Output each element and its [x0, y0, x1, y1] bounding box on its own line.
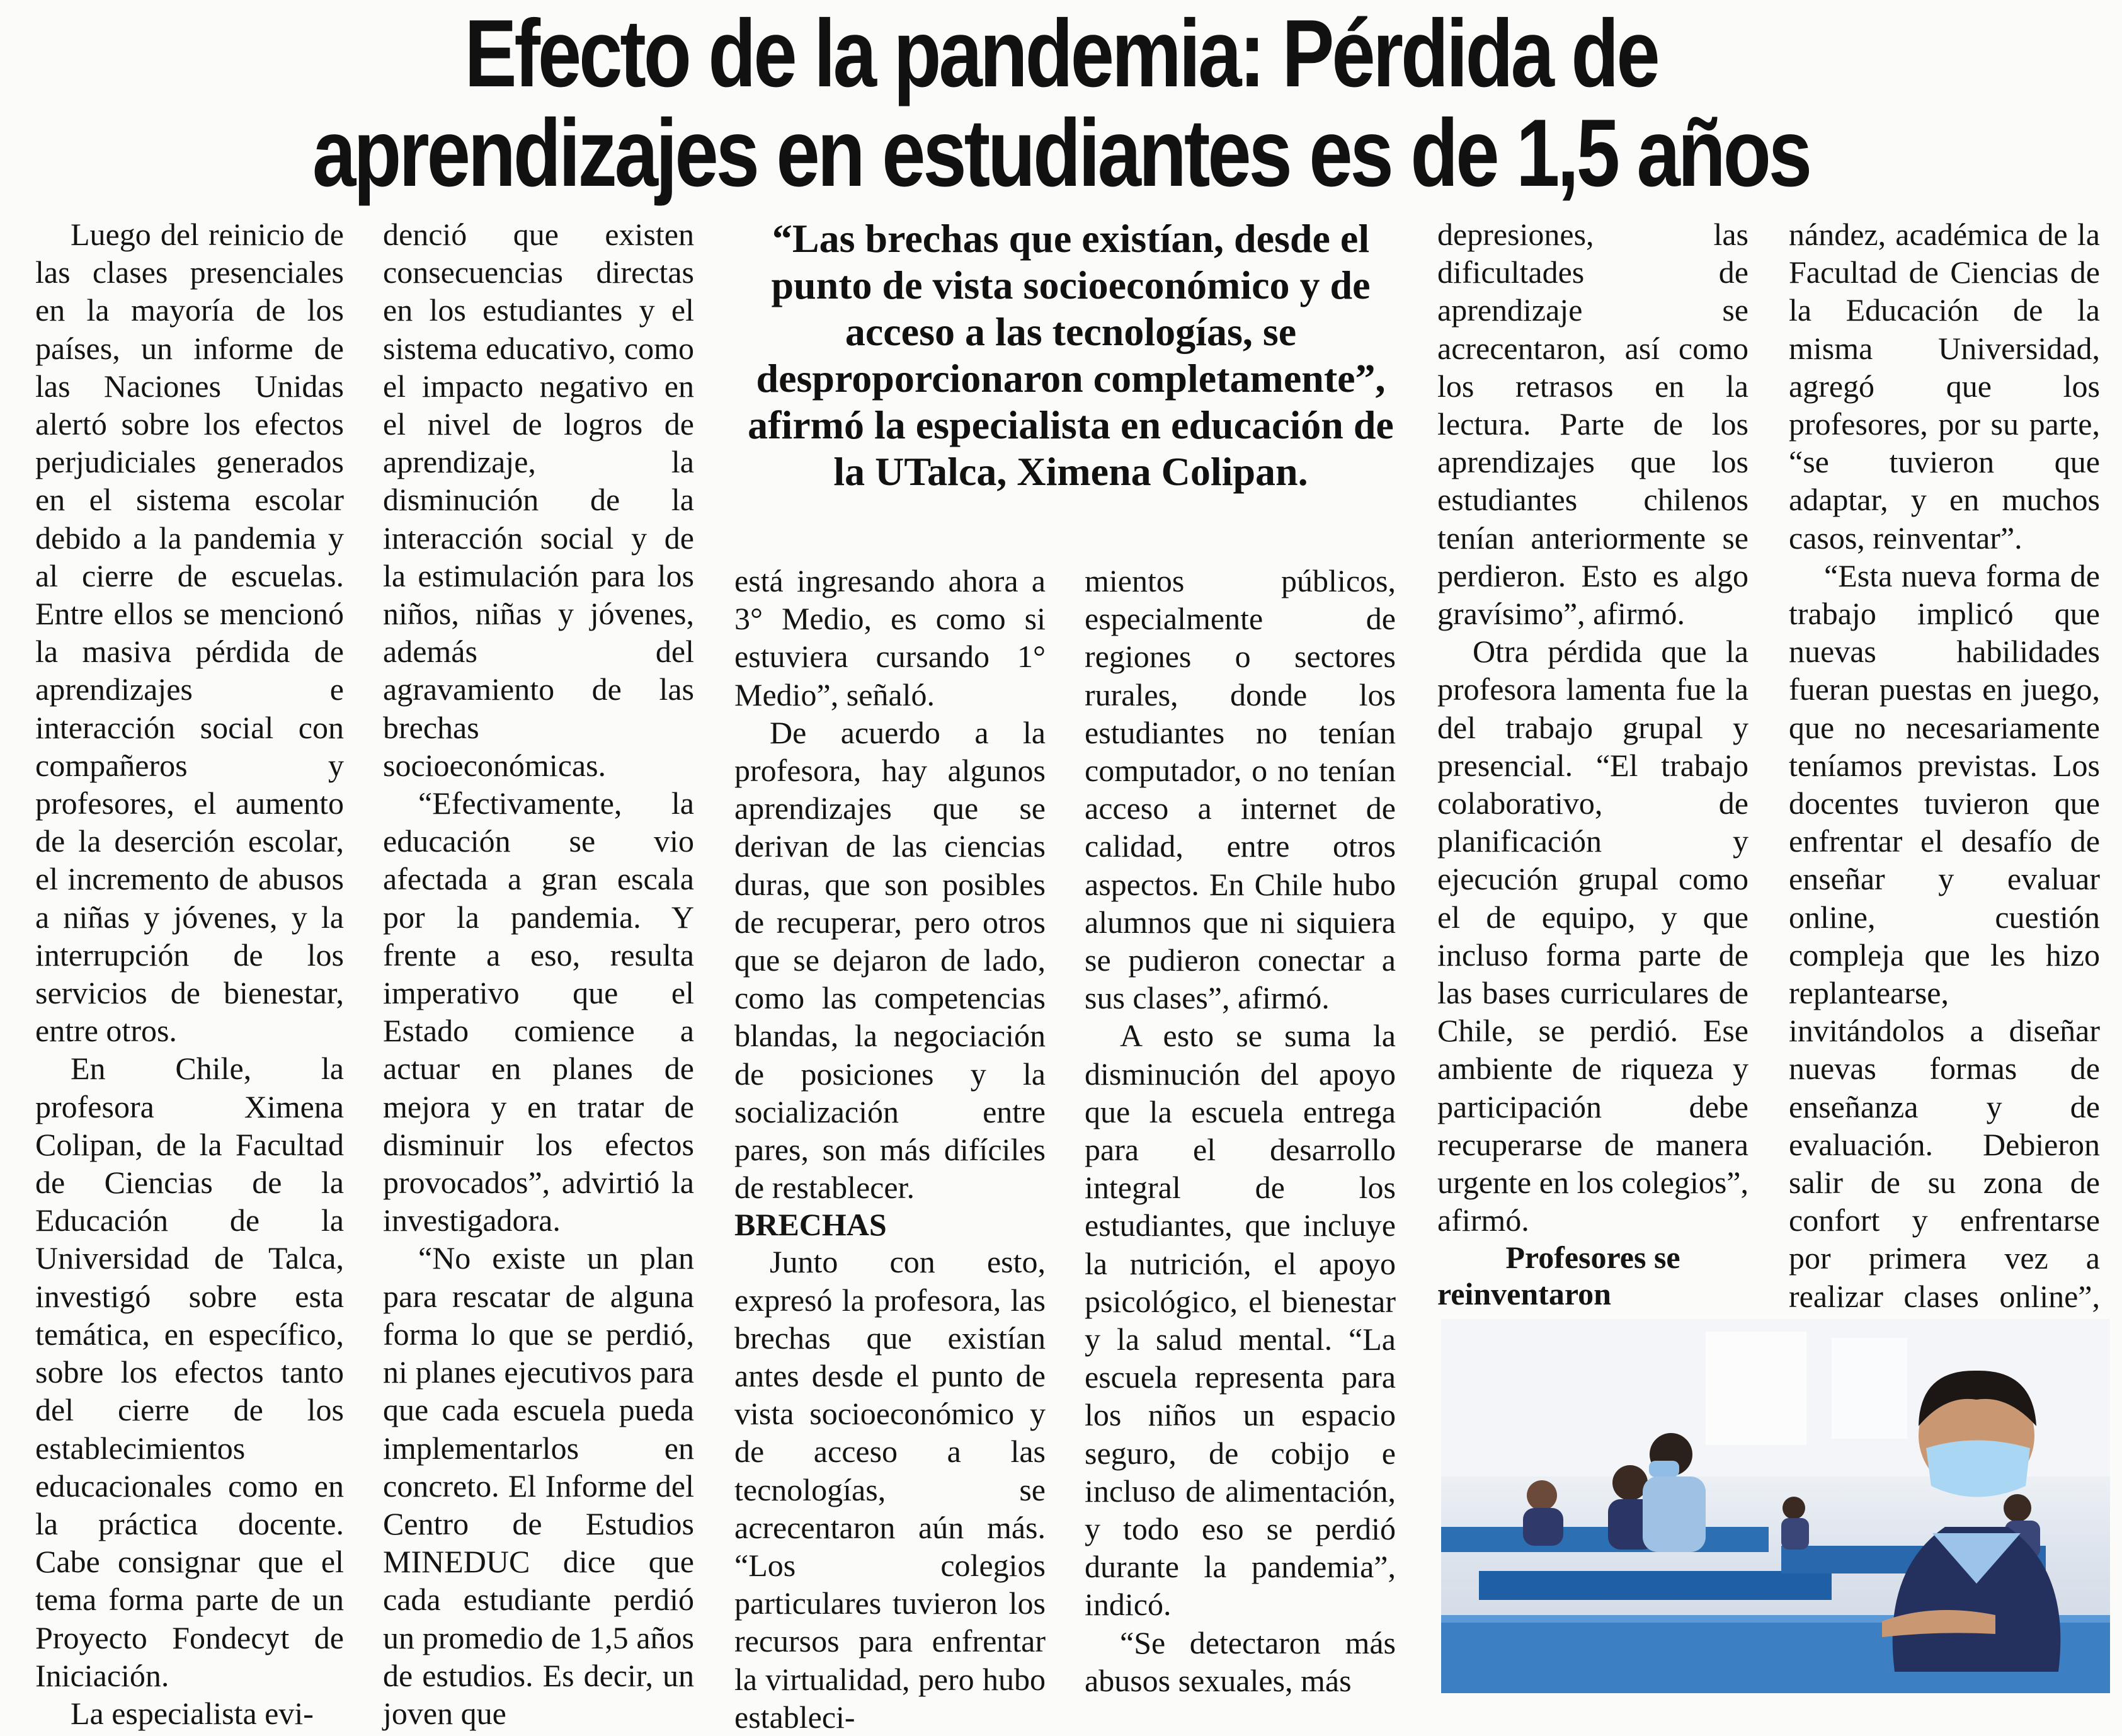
paragraph: Otra pérdida que la profesora lamenta fue la del trabajo grupal y presencial. “El trabajo colaborativo, de planificación y ejecución grupal como el de equipo, y que incluso forma parte de las bases curriculares de Chile, se perdió. Ese ambiente de riqueza y participación debe recuperarse de manera urgente en los colegios”, afirmó. — [1437, 634, 1748, 1238]
column-2 — [383, 215, 694, 1732]
paragraph: “Se detectaron más abusos sexuales, más — [1085, 1625, 1396, 1698]
paragraph: En Chile, la profesora Ximena Colipan, de la Facultad de Ciencias de la Educación de la Universidad de Talca, investigó sobre esta temática, en específico, sobre los efectos tanto del cierre de los establecimientos educacionales como en la práctica docente. Cabe consignar que el tema forma parte de un Proyecto Fondecyt de Iniciación. — [35, 1051, 344, 1693]
column-1 — [35, 215, 344, 1732]
paragraph: denció que existen consecuencias directas en los estudiantes y el sistema educativo, como el impacto negativo en el nivel de logros de aprendizaje, la disminución de la interacción social y de la estimulación para los niños, niñas y jóvenes, además del agravamiento de las brechas socioeconómicas. — [383, 217, 694, 783]
subheading-profesores: Profesores se reinventaron — [1437, 1240, 1680, 1312]
classroom-illustration — [1441, 1319, 2110, 1693]
subheading-brechas: BRECHAS — [734, 1207, 887, 1243]
paragraph: Junto con esto, expresó la profesora, las brechas que existían antes desde el punto de vista socioeconómico y de acceso a las tecnologías, se acrecentaron aún más. “Los colegios particulares tuvieron los recursos para enfrentar la virtualidad, pero hubo estableci- — [734, 1244, 1046, 1735]
headline-line-2: aprendizajes en estudiantes es de 1,5 años — [312, 100, 1810, 207]
headline-line-1: Efecto de la pandemia: Pérdida de — [464, 0, 1658, 107]
classroom-photo — [1441, 1319, 2110, 1693]
headline — [191, 0, 1931, 207]
paragraph: nández, académica de la Facultad de Ciencias de la Educación de la misma Universidad, agregó que los profesores, por su parte, “se tuvieron que adaptar, y en muchos casos, reinventar”. — [1789, 217, 2100, 556]
column-5 — [1437, 215, 1748, 1351]
paragraph: mientos públicos, especialmente de regiones o sectores rurales, donde los estudiantes no tenían computador, o no tenían acceso a internet de calidad, entre otros aspectos. En Chile hubo alumnos que ni siquiera se pudieron conectar a sus clases”, afirmó. — [1085, 563, 1396, 1016]
column-4 — [1085, 562, 1396, 1699]
paragraph: A esto se suma la disminución del apoyo que la escuela entrega para el desarrollo integral de los estudiantes, que incluye la nutrición, el apoyo psicológico, el bienestar y la salud mental. “La escuela representa para los niños un espacio seguro, de cobijo e incluso de alimentación, y todo eso se perdió durante la pandemia”, indicó. — [1085, 1018, 1396, 1623]
paragraph: Luego del reinicio de las clases presenciales en la mayoría de los países, un informe de las Naciones Unidas alertó sobre los efectos perjudiciales generados en el sistema escolar debido a la pandemia y al cierre de escuelas. Entre ellos se mencionó la masiva pérdida de aprendizajes e interacción social con compañeros y profesores, el aumento de la deserción escolar, el incremento de abusos a niñas y jóvenes, y la interrupción de los servicios de bienestar, entre otros. — [35, 217, 344, 1049]
column-6 — [1789, 215, 2100, 1353]
paragraph: “Esta nueva forma de trabajo implicó que nuevas habilidades fueran puestas en juego, que no necesariamente teníamos previstas. Los docentes tuvieron que enfrentar el desafío de enseñar y evaluar online, cuestión compleja que les hizo replantearse, invitándolos a diseñar nuevas formas de enseñanza y de evaluación. Debieron salir de su zona de confort y enfrentarse por primera vez a realizar clases online”, — [1789, 557, 2100, 1314]
paragraph: De acuerdo a la profesora, hay algunos aprendizajes que se derivan de las ciencias duras, que son posibles de recuperar, pero otros que se dejaron de lado, como las competencias blandas, la negociación de posiciones y la socialización entre pares, son más difíciles de restablecer. — [734, 714, 1046, 1206]
paragraph: La especialista evi- — [71, 1695, 314, 1731]
paragraph: está ingresando ahora a 3° Medio, es como si estuviera cursando 1° Medio”, señaló. — [734, 563, 1046, 712]
paragraph: depresiones, las dificultades de aprendizaje se acrecentaron, así como los retrasos en la lectura. Parte de los aprendizajes que los estudiantes chilenos tenían anteriormente se perdieron. Esto es algo gravísimo”, afirmó. — [1437, 217, 1748, 632]
pull-quote: “Las brechas que existían, desde el punto de vista socioeconómico y de acceso a las tecnologías, se desproporcionaron completamente”, afirmó la especialista en educación de la UTalca, Ximena Colipan. — [748, 216, 1394, 494]
paragraph: “Efectivamente, la educación se vio afectada a gran escala por la pandemia. Y frente a eso, resulta imperativo que el Estado comience a actuar en planes de mejora y en tratar de disminuir los efectos provocados”, advirtió la investigadora. — [383, 785, 694, 1238]
column-3 — [734, 562, 1046, 1736]
paragraph: “No existe un plan para rescatar de alguna forma lo que se perdió, ni planes ejecutivos para que cada escuela pueda implementarlos en concreto. El Informe del Centro de Estudios MINEDUC dice que cada estudiante perdió un promedio de 1,5 años de estudios. Es decir, un joven que — [383, 1240, 694, 1731]
